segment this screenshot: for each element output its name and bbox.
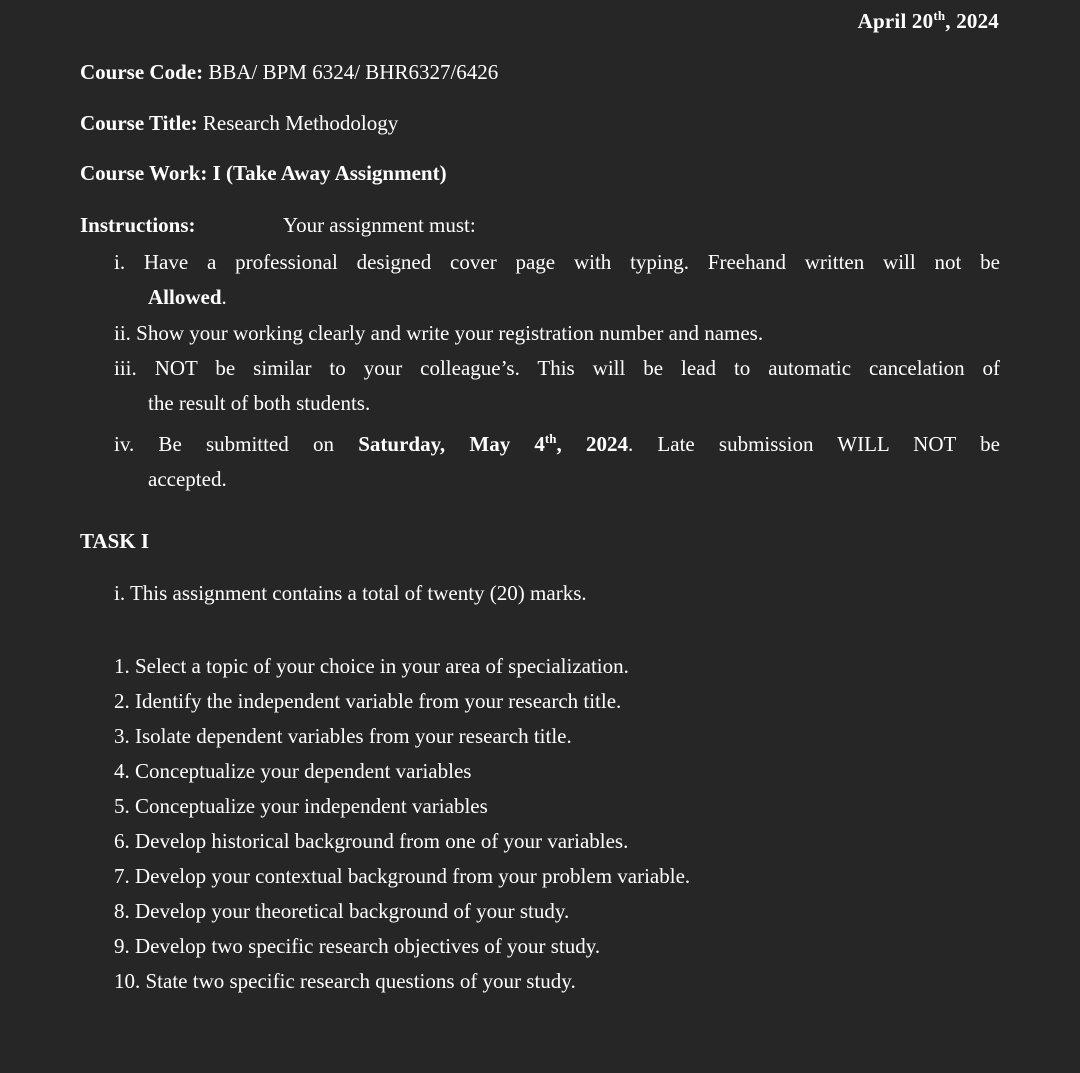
instruction-item-4-post: . Late submission WILL NOT be [627, 432, 1000, 456]
task-item: 4. Conceptualize your dependent variables [114, 759, 472, 783]
course-title-line [80, 111, 398, 136]
instruction-item-3-line2: the result of both students. [148, 391, 371, 415]
instruction-item-4-deadline [358, 432, 628, 456]
task-title: TASK I [80, 529, 150, 553]
task-item: 2. Identify the independent variable from your research title. [114, 689, 622, 713]
instruction-item-4-line2: accepted. [148, 467, 227, 491]
instruction-item-3 [114, 351, 1000, 421]
task-item: 8. Develop your theoretical background of your study. [114, 899, 570, 923]
instruction-item-3-line1: iii. NOT be similar to your colleague’s. This will be lead to automatic cancelation of [114, 356, 1000, 380]
instruction-item-2 [114, 316, 1000, 351]
task-item: 10. State two specific research questions of your study. [114, 969, 576, 993]
instruction-item-1-tail: . [221, 285, 227, 309]
deadline-year: , 2024 [556, 432, 628, 456]
document-date [858, 8, 999, 34]
task-item: 9. Develop two specific research objectives of your study. [114, 934, 601, 958]
instruction-item-4 [114, 421, 1000, 497]
date-suffix: th [933, 8, 946, 23]
task-item: 1. Select a topic of your choice in your area of specialization. [114, 654, 629, 678]
deadline-day: Saturday, May 4 [358, 432, 545, 456]
instructions-heading [80, 213, 476, 238]
task-item: 5. Conceptualize your independent variables [114, 794, 488, 818]
instruction-item-1-line1: i. Have a professional designed cover page with typing. Freehand written will not be [114, 250, 1000, 274]
course-code-line [80, 60, 498, 85]
date-year: , 2024 [945, 9, 999, 33]
instruction-item-4-pre: iv. Be submitted on [114, 432, 359, 456]
instruction-item-2-line1: ii. Show your working clearly and write your registration number and names. [114, 321, 764, 345]
instructions-intro: Your assignment must: [283, 213, 476, 237]
instruction-item-4-line1 [114, 421, 1000, 462]
course-title-value: Research Methodology [197, 111, 399, 135]
task-item: 3. Isolate dependent variables from your research title. [114, 724, 572, 748]
course-work-label: Course Work: I (Take Away Assignment) [80, 161, 447, 185]
date-day: April 20 [857, 9, 934, 33]
instruction-item-1 [114, 245, 1000, 315]
task-list [114, 649, 690, 999]
instructions-label: Instructions: [80, 213, 196, 237]
deadline-suffix: th [544, 431, 557, 446]
task-item: 6. Develop historical background from one of your variables. [114, 829, 629, 853]
course-code-value: BBA/ BPM 6324/ BHR6327/6426 [203, 60, 499, 84]
task-note: i. This assignment contains a total of twenty (20) marks. [114, 581, 587, 605]
course-work-line [80, 161, 447, 186]
instruction-item-1-bold: Allowed [148, 285, 222, 309]
course-title-label: Course Title: [80, 111, 198, 135]
instruction-item-1-line2 [114, 280, 1000, 315]
task-item: 7. Develop your contextual background from your problem variable. [114, 864, 691, 888]
course-code-label: Course Code: [80, 60, 204, 84]
